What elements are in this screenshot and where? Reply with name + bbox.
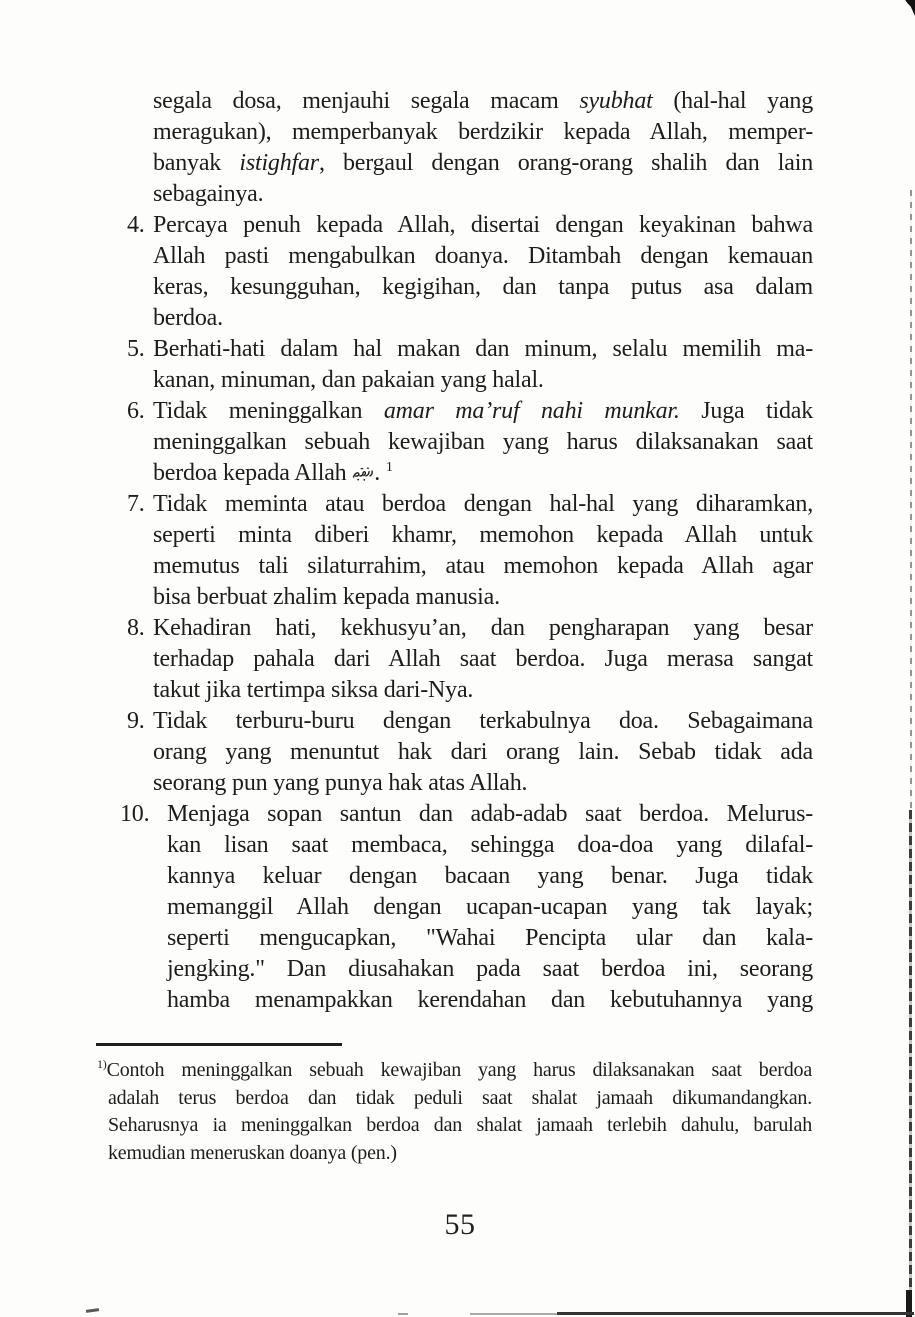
italic-term: istighfar xyxy=(239,150,319,176)
body-line: Allah pasti mengabulkan doanya. Ditambah dengan kemauan xyxy=(153,243,813,269)
body-line: meragukan), memperbanyak berdzikir kepada Allah, memper- xyxy=(153,119,813,145)
body-line: seperti minta diberi khamr, memohon kepada Allah untuk xyxy=(153,522,813,548)
footnote xyxy=(97,1057,812,1167)
body-line: 9. Tidak terburu-buru dengan terkabulnya doa. Sebagaimana xyxy=(115,706,813,737)
body-line: sebagainya. xyxy=(153,181,264,207)
body-line: keras, kesungguhan, kegigihan, dan tanpa putus asa dalam xyxy=(153,274,813,300)
list-item xyxy=(115,613,813,706)
list-item xyxy=(115,86,813,210)
item-number: 10. xyxy=(120,801,150,827)
footnote-line xyxy=(97,1057,812,1085)
page-number: 55 xyxy=(444,1208,476,1241)
azza-wajalla-symbol xyxy=(352,466,374,482)
body-line: bisa berbuat zhalim kepada manusia. xyxy=(153,584,500,610)
body-line: banyak istighfar, bergaul dengan orang-orang shalih dan lain xyxy=(153,150,813,176)
body-line: hamba menampakkan kerendahan dan kebutuhannya yang xyxy=(167,987,813,1013)
footnote-marker: 1) xyxy=(97,1057,107,1071)
body-line: terhadap pahala dari Allah saat berdoa. Juga merasa sangat xyxy=(153,646,813,672)
body-line: memanggil Allah dengan ucapan-ucapan yang tak layak; xyxy=(167,894,813,920)
body-line: memutus tali silaturrahim, atau memohon kepada Allah agar xyxy=(153,553,813,579)
body-line: 10. Menjaga sopan santun dan adab-adab saat berdoa. Melurus- xyxy=(115,799,813,830)
list-item xyxy=(115,334,813,396)
body-line: kannya keluar dengan bacaan yang benar. Juga tidak xyxy=(167,863,813,889)
body-line: berdoa. xyxy=(153,305,223,331)
item-number: 5. xyxy=(127,336,145,362)
body-line: 8. Kehadiran hati, kekhusyu’an, dan pengharapan yang besar xyxy=(115,613,813,644)
body-line: seperti mengucapkan, "Wahai Pencipta ular dan kala- xyxy=(167,925,813,951)
scan-artifact-bottom-line-faint xyxy=(470,1313,558,1315)
scan-artifact-right-edge-upper xyxy=(910,190,912,810)
scan-artifact-right-edge-lower xyxy=(909,810,912,1317)
footnote-line: Seharusnya ia meninggalkan berdoa dan shalat jamaah terlebih dahulu, barulah xyxy=(108,1114,812,1136)
scan-artifact-bottom-line xyxy=(557,1312,914,1315)
list-item xyxy=(115,706,813,799)
body-line: 5. Berhati-hati dalam hal makan dan minum, selalu memilih ma- xyxy=(115,334,813,365)
body-line: kan lisan saat membaca, sehingga doa-doa yang dilafal- xyxy=(167,832,813,858)
body-text xyxy=(115,86,813,1016)
footnote-separator xyxy=(96,1043,342,1046)
list-item xyxy=(115,396,813,489)
body-line: berdoa kepada Allah . $^1$ xyxy=(153,460,393,486)
scan-artifact-bottom-dash-left xyxy=(86,1308,99,1313)
body-line: 7. Tidak meminta atau berdoa dengan hal-hal yang diharamkan, xyxy=(115,489,813,520)
italic-term: syubhat xyxy=(579,88,653,114)
body-line: kanan, minuman, dan pakaian yang halal. xyxy=(153,367,544,393)
footnote-line: adalah terus berdoa dan tidak peduli saat shalat jamaah dikumandangkan. xyxy=(108,1086,812,1109)
list-item xyxy=(115,799,813,1016)
body-line: jengking." Dan diusahakan pada saat berdoa ini, seorang xyxy=(167,956,813,982)
list-item xyxy=(115,210,813,334)
item-number: 6. xyxy=(127,398,145,424)
body-line: segala dosa, menjauhi segala macam syubhat (hal-hal yang xyxy=(153,88,813,114)
footnote-reference: 1 xyxy=(385,460,393,475)
item-number: 4. xyxy=(127,212,145,238)
scan-artifact-bottom-dash-mid xyxy=(398,1313,408,1315)
item-number: 7. xyxy=(127,491,145,517)
scan-artifact-bottom-right-corner xyxy=(906,1290,912,1317)
body-line: 6. Tidak meninggalkan amar ma’ruf nahi munkar. Juga tidak xyxy=(115,396,813,427)
italic-term: amar ma’ruf nahi munkar. xyxy=(383,398,680,424)
scan-artifact-top-right-corner xyxy=(900,0,915,16)
body-line: takut jika tertimpa siksa dari-Nya. xyxy=(153,677,474,703)
footnote-text: Contoh meninggalkan sebuah kewajiban yang harus dilaksanakan saat berdoa xyxy=(106,1059,812,1081)
footnote-line: kemudian meneruskan doanya (pen.) xyxy=(108,1141,397,1164)
body-line: 4. Percaya penuh kepada Allah, disertai dengan keyakinan bahwa xyxy=(115,210,813,241)
item-number: 9. xyxy=(127,708,145,734)
body-line: seorang pun yang punya hak atas Allah. xyxy=(153,770,528,796)
list-item xyxy=(115,489,813,613)
item-number: 8. xyxy=(127,615,145,641)
body-line: meninggalkan sebuah kewajiban yang harus dilaksanakan saat xyxy=(153,429,813,455)
body-line: orang yang menuntut hak dari orang lain. Sebab tidak ada xyxy=(153,739,813,765)
